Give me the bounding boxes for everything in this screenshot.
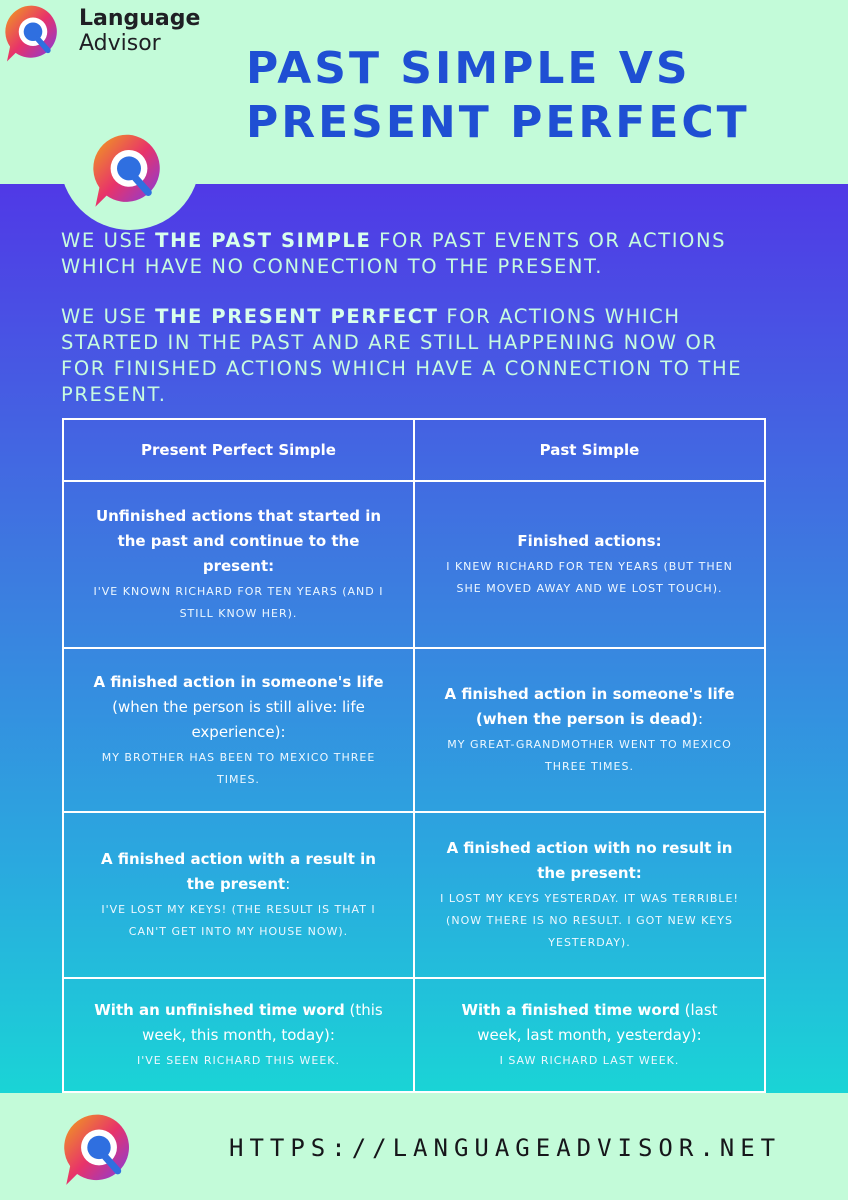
brand-name-line2: Advisor <box>79 31 161 56</box>
example-text: I'VE LOST MY KEYS! (THE RESULT IS THAT I CAN'T GET INTO MY HOUSE NOW). <box>101 903 376 938</box>
table-cell <box>414 978 765 1092</box>
search-bubble-logo-icon <box>89 130 169 210</box>
rule-text: Finished actions: <box>517 532 662 550</box>
intro-present-perfect-term: THE PRESENT PERFECT <box>155 305 439 328</box>
table-cell <box>63 481 414 648</box>
search-bubble-logo-icon <box>2 2 64 64</box>
example-text: I LOST MY KEYS YESTERDAY. IT WAS TERRIBLE! (NOW THERE IS NO RESULT. I GOT NEW KEYS YESTERDAY). <box>440 892 739 949</box>
brand-name <box>79 6 200 55</box>
footer-url-link[interactable]: HTTPS://LANGUAGEADVISOR.NET <box>229 1134 782 1162</box>
table-row <box>63 481 765 648</box>
table-row <box>63 812 765 978</box>
table-row <box>63 978 765 1092</box>
page-title-line1: PAST SIMPLE VS <box>246 43 691 94</box>
page-title-line2: PRESENT PERFECT <box>246 97 750 148</box>
example-text: MY GREAT-GRANDMOTHER WENT TO MEXICO THREE TIMES. <box>447 738 732 773</box>
rule-text: A finished action in someone's life (when the person is still alive: life experience): <box>93 672 384 741</box>
brand-name-line1: Language <box>79 6 201 31</box>
rule-text: With a finished time word (last week, last month, yesterday): <box>461 1001 718 1044</box>
table-header-row <box>63 419 765 481</box>
example-text: MY BROTHER HAS BEEN TO MEXICO THREE TIMES. <box>101 750 376 786</box>
table-cell <box>414 812 765 978</box>
rule-text: Unfinished actions that started in the past and continue to the present: <box>95 507 382 575</box>
example-text: I'VE SEEN RICHARD THIS WEEK. <box>136 1054 341 1067</box>
example-text: I KNEW RICHARD FOR TEN YEARS (BUT THEN SHE MOVED AWAY AND WE LOST TOUCH). <box>446 560 733 595</box>
rule-text: A finished action in someone's life (when the person is dead): <box>444 685 735 728</box>
rule-text: A finished action with no result in the present: <box>446 839 733 882</box>
intro-present-perfect: WE USE THE PRESENT PERFECT FOR ACTIONS WHICH STARTED IN THE PAST AND ARE STILL HAPPENING NOW OR FOR FINISHED ACTIONS WHICH HAVE A CONNECTION TO THE PRESENT. <box>61 305 743 406</box>
intro-past-simple: WE USE THE PAST SIMPLE FOR PAST EVENTS OR ACTIONS WHICH HAVE NO CONNECTION TO THE PRESENT. <box>61 229 727 278</box>
example-text: I'VE KNOWN RICHARD FOR TEN YEARS (AND I STILL KNOW HER). <box>93 585 384 620</box>
table-cell <box>63 812 414 978</box>
page-title <box>246 42 750 150</box>
example-text: I SAW RICHARD LAST WEEK. <box>499 1054 680 1067</box>
comparison-table <box>62 418 766 1093</box>
header-present-perfect: Present Perfect Simple <box>63 419 414 481</box>
table-row <box>63 648 765 812</box>
rule-text: A finished action with a result in the present: <box>101 850 376 893</box>
header-past-simple: Past Simple <box>414 419 765 481</box>
table-cell <box>63 978 414 1092</box>
search-bubble-logo-icon <box>60 1110 138 1188</box>
rule-text: With an unfinished time word (this week, this month, today): <box>94 1001 383 1044</box>
table-cell <box>414 648 765 812</box>
table-cell <box>414 481 765 648</box>
table-cell <box>63 648 414 812</box>
intro-past-simple-term: THE PAST SIMPLE <box>155 229 372 252</box>
